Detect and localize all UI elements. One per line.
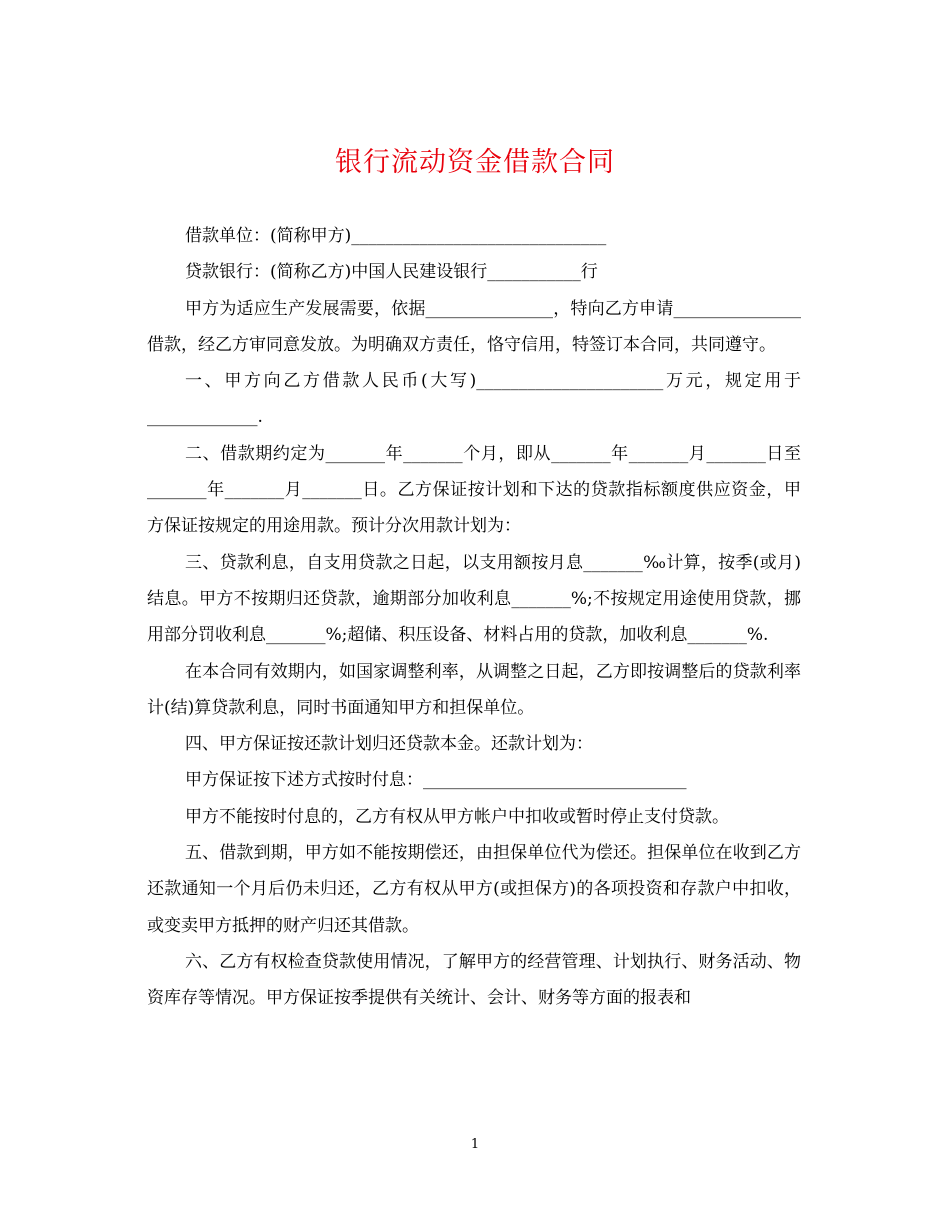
paragraph-clause-1: 一、甲方向乙方借款人民币(大写)______________________万元，规定用于_____________. <box>147 371 801 428</box>
paragraph-clause-4: 四、甲方保证按还款计划归还贷款本金。还款计划为： <box>185 734 593 755</box>
paragraph-clause-2: 二、借款期约定为_______年_______个月，即从_______年_______月_______日至_______年_______月_______日。乙方保证按计划和下达的贷款指标额度供应资金，甲方保证按规定的用途用款。预计分次用款计划为： <box>147 443 801 537</box>
document-body <box>147 218 801 1017</box>
paragraph-clause-5: 五、借款到期，甲方如不能按期偿还，由担保单位代为偿还。担保单位在收到乙方还款通知一个月后仍未归还，乙方有权从甲方(或担保方)的各项投资和存款户中扣收，或变卖甲方抵押的财产归还其借款。 <box>147 843 801 936</box>
paragraph-rate-adjustment: 在本合同有效期内，如国家调整利率，从调整之日起，乙方即按调整后的贷款利率计(结)算贷款利息，同时书面通知甲方和担保单位。 <box>147 661 801 718</box>
paragraph-interest-method: 甲方保证按下述方式按时付息：_______________________________ <box>185 770 687 791</box>
paragraph-lender: 贷款银行：(简称乙方)中国人民建设银行___________行 <box>185 262 598 283</box>
paragraph-clause-3: 三、贷款利息，自支用贷款之日起，以支用额按月息_______‰计算，按季(或月)结息。甲方不按期归还贷款，逾期部分加收利息_______%;不按规定用途使用贷款，挪用部分罚收利息_______%;超储、积压设备、材料占用的贷款，加收利息_______%. <box>147 552 801 646</box>
page-number: 1 <box>470 1137 480 1152</box>
paragraph-interest-default: 甲方不能按时付息的，乙方有权从甲方帐户中扣收或暂时停止支付贷款。 <box>185 806 729 827</box>
paragraph-clause-6: 六、乙方有权检查贷款使用情况，了解甲方的经营管理、计划执行、财务活动、物资库存等情况。甲方保证按季提供有关统计、会计、财务等方面的报表和 <box>147 951 801 1009</box>
document-title: 银行流动资金借款合同 <box>335 147 615 178</box>
paragraph-borrower: 借款单位：(简称甲方)______________________________ <box>185 226 607 246</box>
paragraph-preamble: 甲方为适应生产发展需要，依据_______________，特向乙方申请_______________借款，经乙方审同意发放。为明确双方责任，恪守信用，特签订本合同，共同遵守。 <box>147 298 801 355</box>
